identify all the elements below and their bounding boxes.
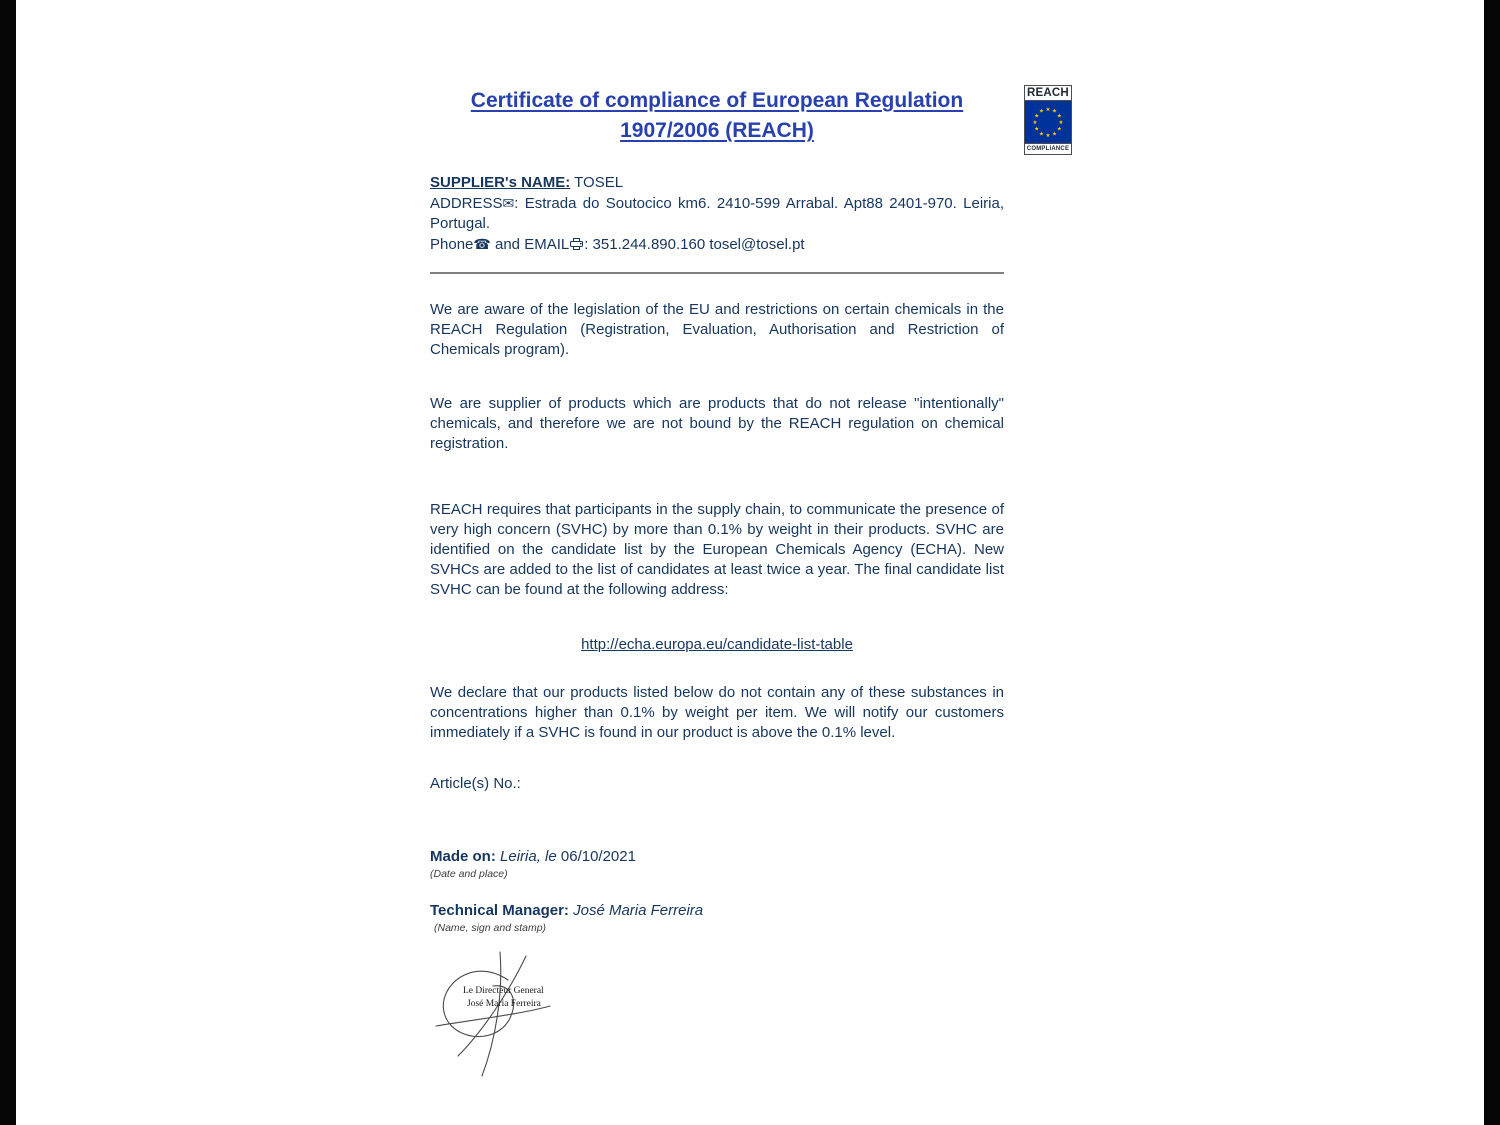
name-sign-stamp-caption: (Name, sign and stamp) — [434, 921, 547, 934]
supplier-name-label: SUPPLIER's NAME: — [430, 173, 571, 191]
made-on-place: Leiria, le — [495, 847, 557, 865]
viewer-edge-right — [1484, 0, 1500, 1125]
svg-text:★: ★ — [1039, 131, 1044, 138]
paragraph-declaration: We declare that our products listed below do not contain any of these substances in concentrations higher than 0.1% by weight per item. We will notify our customers immediately if a SVHC is found in our product is above the 0.1% level. — [430, 683, 1004, 741]
supplier-name-value: TOSEL — [570, 173, 624, 191]
section-divider — [430, 272, 1004, 274]
reach-logo-caption: COMPLIANCE — [1025, 143, 1071, 154]
address-value: : Estrada do Soutocico km6. 2410-599 Arrabal. Apt88 2401-970. Leiria, Portugal. — [430, 194, 1004, 232]
svg-text:★: ★ — [1034, 113, 1040, 120]
page-title — [430, 86, 1004, 147]
svg-text:★: ★ — [1052, 131, 1057, 138]
svg-text:★: ★ — [1056, 113, 1062, 120]
svg-text:★: ★ — [1045, 133, 1051, 139]
made-on-label: Made on: — [430, 847, 496, 865]
signature-area — [430, 950, 590, 1080]
contact-value: : 351.244.890.160 tosel@tosel.pt — [584, 235, 805, 253]
technical-manager-label: Technical Manager: — [430, 901, 569, 919]
technical-manager-line — [430, 902, 1004, 919]
stamp-line1: Le Directeur General — [463, 985, 544, 996]
title-line1: Certificate of compliance of European Regulation — [470, 89, 964, 112]
technical-manager-name: José Maria Ferreira — [568, 901, 704, 919]
envelope-icon: ✉ — [502, 194, 515, 211]
address-label: ADDRESS — [430, 194, 503, 212]
paragraph-awareness: We are aware of the legislation of the EU and restrictions on certain chemicals in the REACH Regulation (Registration, Evaluation, Authorisation and Restriction of Chemicals program). — [430, 300, 1004, 358]
svg-text:★: ★ — [1058, 120, 1064, 126]
articles-label: Article(s) No.: — [430, 774, 521, 792]
signature-scribble-icon — [430, 950, 590, 1080]
made-on-line — [430, 848, 1004, 865]
candidate-list-link-line — [430, 636, 1004, 653]
email-label: and EMAIL — [490, 235, 570, 253]
supplier-block — [430, 173, 1004, 256]
paragraph-reach-requirements: REACH requires that participants in the supply chain, to communicate the presence of very high concern (SVHC) by more than 0.1% by weight in their products. SVHC are identified on the candidate list by the European Chemicals Agency (ECHA). New SVHCs are added to the list of candidates at least twice a year. The final candidate list SVHC can be found at the following address: — [430, 500, 1004, 598]
paragraph-supplier-statement: We are supplier of products which are products that do not release "intentionally" chemicals, and therefore we are not bound by the REACH regulation on chemical registration. — [430, 394, 1004, 452]
supplier-contact-line — [430, 234, 1004, 256]
svg-text:★: ★ — [1045, 107, 1051, 113]
svg-text:★: ★ — [1039, 108, 1044, 115]
document-page — [430, 86, 1004, 1080]
candidate-list-link[interactable]: http://echa.europa.eu/candidate-list-table — [581, 635, 853, 653]
supplier-name-line — [430, 173, 1004, 193]
reach-logo-title: REACH — [1025, 86, 1071, 101]
svg-text:★: ★ — [1052, 108, 1057, 115]
fax-icon — [570, 236, 583, 256]
svg-text:★: ★ — [1034, 126, 1040, 133]
eu-flag-icon — [1025, 101, 1071, 143]
reach-compliance-logo — [1024, 85, 1072, 155]
phone-label: Phone — [430, 235, 474, 253]
made-on-date: 06/10/2021 — [556, 847, 636, 865]
date-place-caption: (Date and place) — [430, 867, 508, 880]
phone-icon: ☎ — [473, 235, 491, 252]
supplier-address-line — [430, 193, 1004, 234]
svg-text:★: ★ — [1032, 120, 1038, 126]
title-line2: 1907/2006 (REACH) — [620, 119, 814, 143]
svg-text:★: ★ — [1056, 126, 1062, 133]
viewer-edge-left — [0, 0, 16, 1125]
stamp-line2: José Maria Ferreira — [467, 998, 541, 1009]
